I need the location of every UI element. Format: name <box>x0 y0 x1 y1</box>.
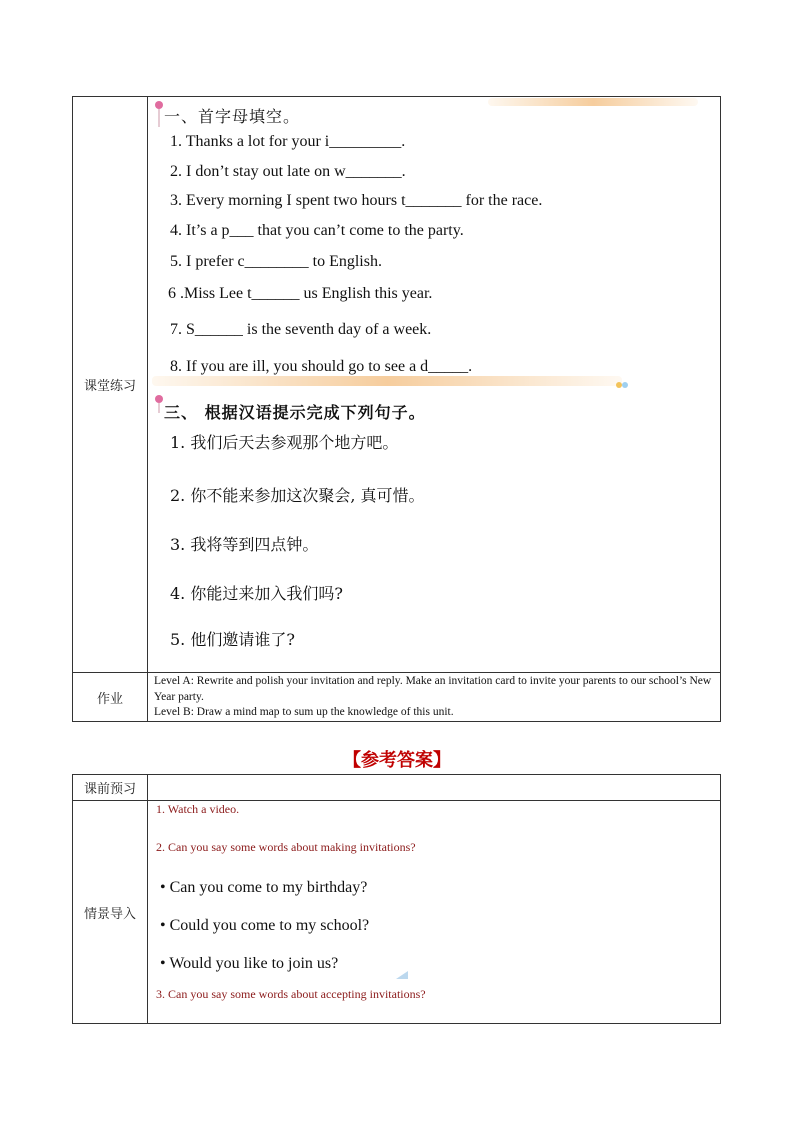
translation-question: 4. 你能过来加入我们吗? <box>170 584 343 603</box>
fill-blank-question: 7. S______ is the seventh day of a week. <box>170 321 432 338</box>
section3-title: 三、 根据汉语提示完成下列句子。 <box>164 403 426 422</box>
practice-content <box>148 97 720 672</box>
translation-question: 1. 我们后天去参观那个地方吧。 <box>170 433 399 452</box>
fill-blank-question: 8. If you are ill, you should go to see a d_____. <box>170 358 473 375</box>
practice-row <box>73 97 720 672</box>
answer-item: 1. Watch a video. <box>156 802 240 816</box>
answer-item: 3. Can you say some words about accepting invitations? <box>156 987 426 1001</box>
decorative-ribbon <box>152 376 622 386</box>
translation-question: 5. 他们邀请谁了? <box>170 630 295 649</box>
answer-table <box>72 774 721 1024</box>
balloon-icon <box>154 393 164 415</box>
fill-blank-question: 6 .Miss Lee t______ us English this year. <box>168 285 433 302</box>
intro-row <box>73 801 720 1023</box>
balloon-icon <box>615 380 629 392</box>
homework-level-a: Level A: Rewrite and polish your invitation and reply. Make an invitation card to invite your parents to our school’s New Year party. <box>154 675 712 703</box>
intro-content <box>148 801 720 1023</box>
translation-question: 2. 你不能来参加这次聚会, 真可惜。 <box>170 486 425 505</box>
practice-label: 课堂练习 <box>73 97 148 672</box>
preview-row <box>73 775 720 800</box>
answer-title: 【参考答案】 <box>343 750 451 771</box>
translation-question: 3. 我将等到四点钟。 <box>170 535 319 554</box>
balloon-icon <box>154 99 164 129</box>
example-sentence: • Could you come to my school? <box>160 917 370 934</box>
homework-content <box>148 673 720 722</box>
fill-blank-question: 3. Every morning I spent two hours t_______ for the race. <box>170 192 543 209</box>
practice-table <box>72 96 721 722</box>
fill-blank-question: 1. Thanks a lot for your i_________. <box>170 133 406 150</box>
intro-label: 情景导入 <box>73 801 148 1023</box>
decorative-ribbon <box>488 98 698 106</box>
homework-row <box>73 673 720 722</box>
fill-blank-question: 2. I don’t stay out late on w_______. <box>170 163 406 180</box>
preview-content <box>148 775 720 800</box>
decorative-corner-icon <box>396 971 408 979</box>
answer-item: 2. Can you say some words about making invitations? <box>156 840 416 854</box>
example-sentence: • Would you like to join us? <box>160 955 339 972</box>
preview-label: 课前预习 <box>73 775 148 800</box>
homework-level-b: Level B: Draw a mind map to sum up the knowledge of this unit. <box>154 706 454 718</box>
fill-blank-question: 5. I prefer c________ to English. <box>170 253 382 270</box>
homework-label: 作业 <box>73 673 148 722</box>
example-sentence: • Can you come to my birthday? <box>160 879 368 896</box>
fill-blank-question: 4. It’s a p___ that you can’t come to the party. <box>170 222 464 239</box>
section1-title: 一、首字母填空。 <box>164 107 301 126</box>
